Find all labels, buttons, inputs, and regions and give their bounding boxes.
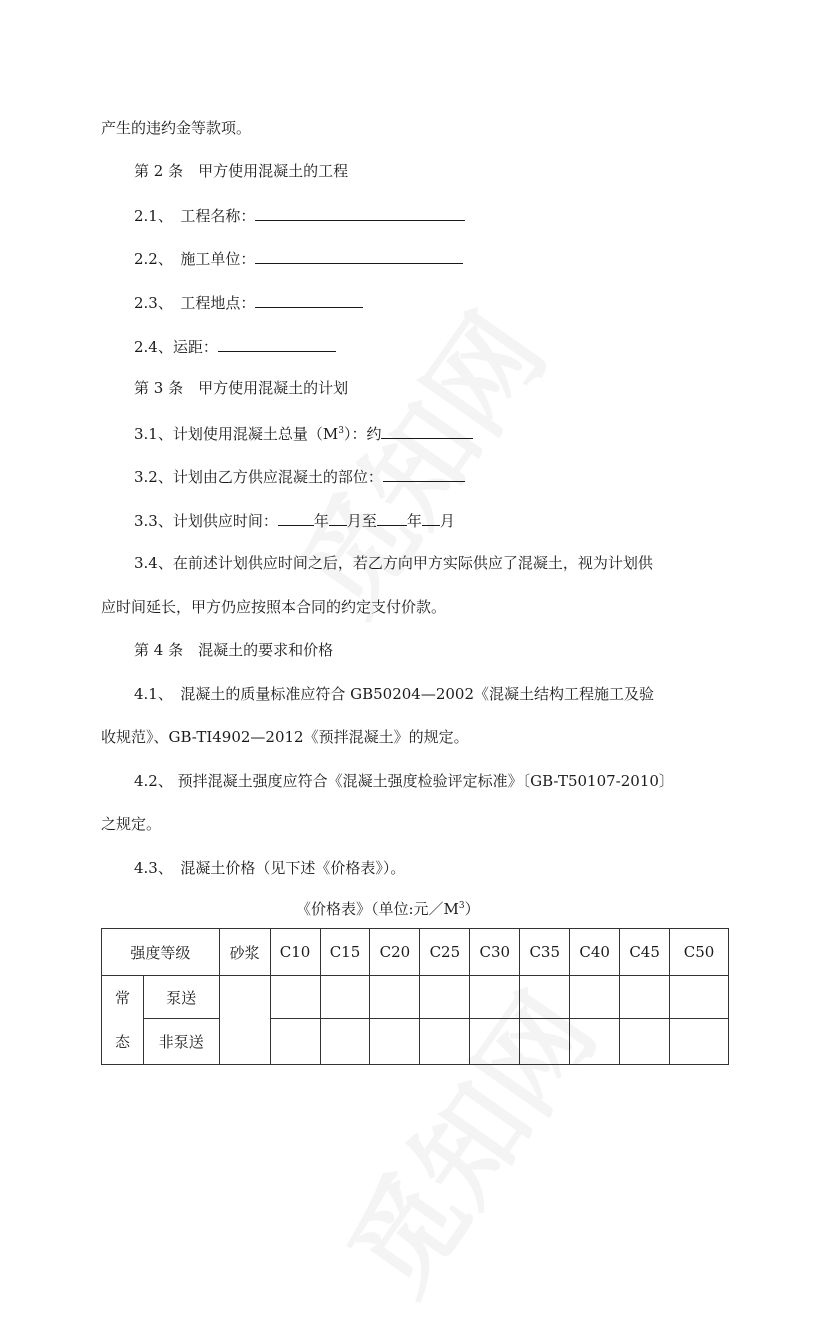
header-mortar: 砂浆 <box>219 929 270 976</box>
table-header-row <box>102 929 729 976</box>
price-cell[interactable] <box>520 1019 570 1065</box>
clause-3-4-line2: 应时间延长，甲方仍应按照本合同的约定支付价款。 <box>101 598 447 616</box>
clause-3-4-line1: 3.4、在前述计划供应时间之后，若乙方向甲方实际供应了混凝土，视为计划供 <box>134 554 653 572</box>
header-grade-col: C20 <box>370 929 420 976</box>
header-grade-col: C40 <box>570 929 620 976</box>
watermark <box>256 279 575 640</box>
price-cell[interactable] <box>470 976 520 1019</box>
header-grade-col: C10 <box>270 929 320 976</box>
unit-label: 年 <box>406 512 422 530</box>
clause-label: 2.3、 工程地点： <box>134 294 256 312</box>
table-title-text: 《价格表》（单位:元／M <box>296 900 459 918</box>
clause-3-2 <box>134 466 465 487</box>
row-group-label <box>102 976 144 1065</box>
clause-2-1 <box>134 205 465 226</box>
fill-blank[interactable] <box>255 248 463 264</box>
header-grade-col: C30 <box>470 929 520 976</box>
price-cell[interactable] <box>320 976 370 1019</box>
clause-label: 3.1、计划使用混凝土总量（M <box>134 425 339 443</box>
fill-blank[interactable] <box>218 336 336 352</box>
table-row-pump <box>102 976 729 1019</box>
row-group-char: 态 <box>114 1033 130 1051</box>
month-blank[interactable] <box>329 510 347 526</box>
price-cell[interactable] <box>320 1019 370 1065</box>
row-label-pump: 泵送 <box>143 976 219 1019</box>
year-blank[interactable] <box>278 510 314 526</box>
price-cell[interactable] <box>670 1019 729 1065</box>
price-cell[interactable] <box>370 1019 420 1065</box>
article-heading: 第 3 条 甲方使用混凝土的计划 <box>134 379 349 397</box>
superscript: 3 <box>458 901 465 911</box>
fill-blank[interactable] <box>255 292 363 308</box>
price-cell[interactable] <box>420 1019 470 1065</box>
price-cell[interactable] <box>570 1019 620 1065</box>
header-grade-col: C45 <box>620 929 670 976</box>
clause-4-3: 4.3、 混凝土价格（见下述《价格表》）。 <box>134 859 406 877</box>
clause-2-3 <box>134 292 363 313</box>
table-title <box>296 899 480 919</box>
unit-label: 年 <box>313 512 329 530</box>
clause-label: 2.2、 施工单位： <box>134 250 256 268</box>
header-grade-col: C15 <box>320 929 370 976</box>
superscript: 3 <box>338 426 344 436</box>
fill-blank[interactable] <box>381 423 473 439</box>
mortar-price-cell[interactable] <box>219 976 270 1065</box>
unit-label: 月至 <box>346 512 377 530</box>
clause-label: 3.3、计划供应时间： <box>134 512 278 530</box>
clause-4-1-line1: 4.1、 混凝土的质量标准应符合 GB50204—2002《混凝土结构工程施工及验 <box>134 685 655 703</box>
price-cell[interactable] <box>620 1019 670 1065</box>
header-grade-col: C25 <box>420 929 470 976</box>
row-group-char: 常 <box>114 989 130 1007</box>
clause-2-4 <box>134 336 336 357</box>
clause-2-2 <box>134 248 463 269</box>
unit-label: 月 <box>439 512 455 530</box>
price-cell[interactable] <box>270 1019 320 1065</box>
text-line: 产生的违约金等款项。 <box>101 119 252 137</box>
clause-3-1 <box>134 423 473 444</box>
price-cell[interactable] <box>570 976 620 1019</box>
year-blank[interactable] <box>377 510 407 526</box>
header-grade: 强度等级 <box>102 929 220 976</box>
article-heading: 第 4 条 混凝土的要求和价格 <box>134 641 334 659</box>
price-cell[interactable] <box>620 976 670 1019</box>
clause-label: 3.2、计划由乙方供应混凝土的部位： <box>134 468 383 486</box>
fill-blank[interactable] <box>383 466 465 482</box>
row-label-nonpump: 非泵送 <box>143 1019 219 1065</box>
price-cell[interactable] <box>670 976 729 1019</box>
header-grade-col: C50 <box>670 929 729 976</box>
month-blank[interactable] <box>422 510 440 526</box>
price-cell[interactable] <box>370 976 420 1019</box>
price-cell[interactable] <box>470 1019 520 1065</box>
clause-4-2-line1: 4.2、 预拌混凝土强度应符合《混凝土强度检验评定标准》〔GB-T50107-2010〕 <box>134 772 674 790</box>
clause-label: 2.1、 工程名称： <box>134 207 256 225</box>
header-grade-col: C35 <box>520 929 570 976</box>
article-heading: 第 2 条 甲方使用混凝土的工程 <box>134 162 349 180</box>
clause-3-3 <box>134 510 455 531</box>
table-title-text: ） <box>464 900 480 918</box>
clause-4-2-line2: 之规定。 <box>101 815 162 833</box>
price-cell[interactable] <box>420 976 470 1019</box>
clause-label: 2.4、运距： <box>134 338 218 356</box>
price-table <box>101 928 729 1065</box>
clause-4-1-line2: 收规范》、GB-TI4902—2012《预拌混凝土》的规定。 <box>101 728 469 746</box>
table-row-nonpump <box>102 1019 729 1065</box>
price-cell[interactable] <box>270 976 320 1019</box>
price-cell[interactable] <box>520 976 570 1019</box>
clause-label: ）：约 <box>343 425 382 443</box>
fill-blank[interactable] <box>255 205 465 221</box>
